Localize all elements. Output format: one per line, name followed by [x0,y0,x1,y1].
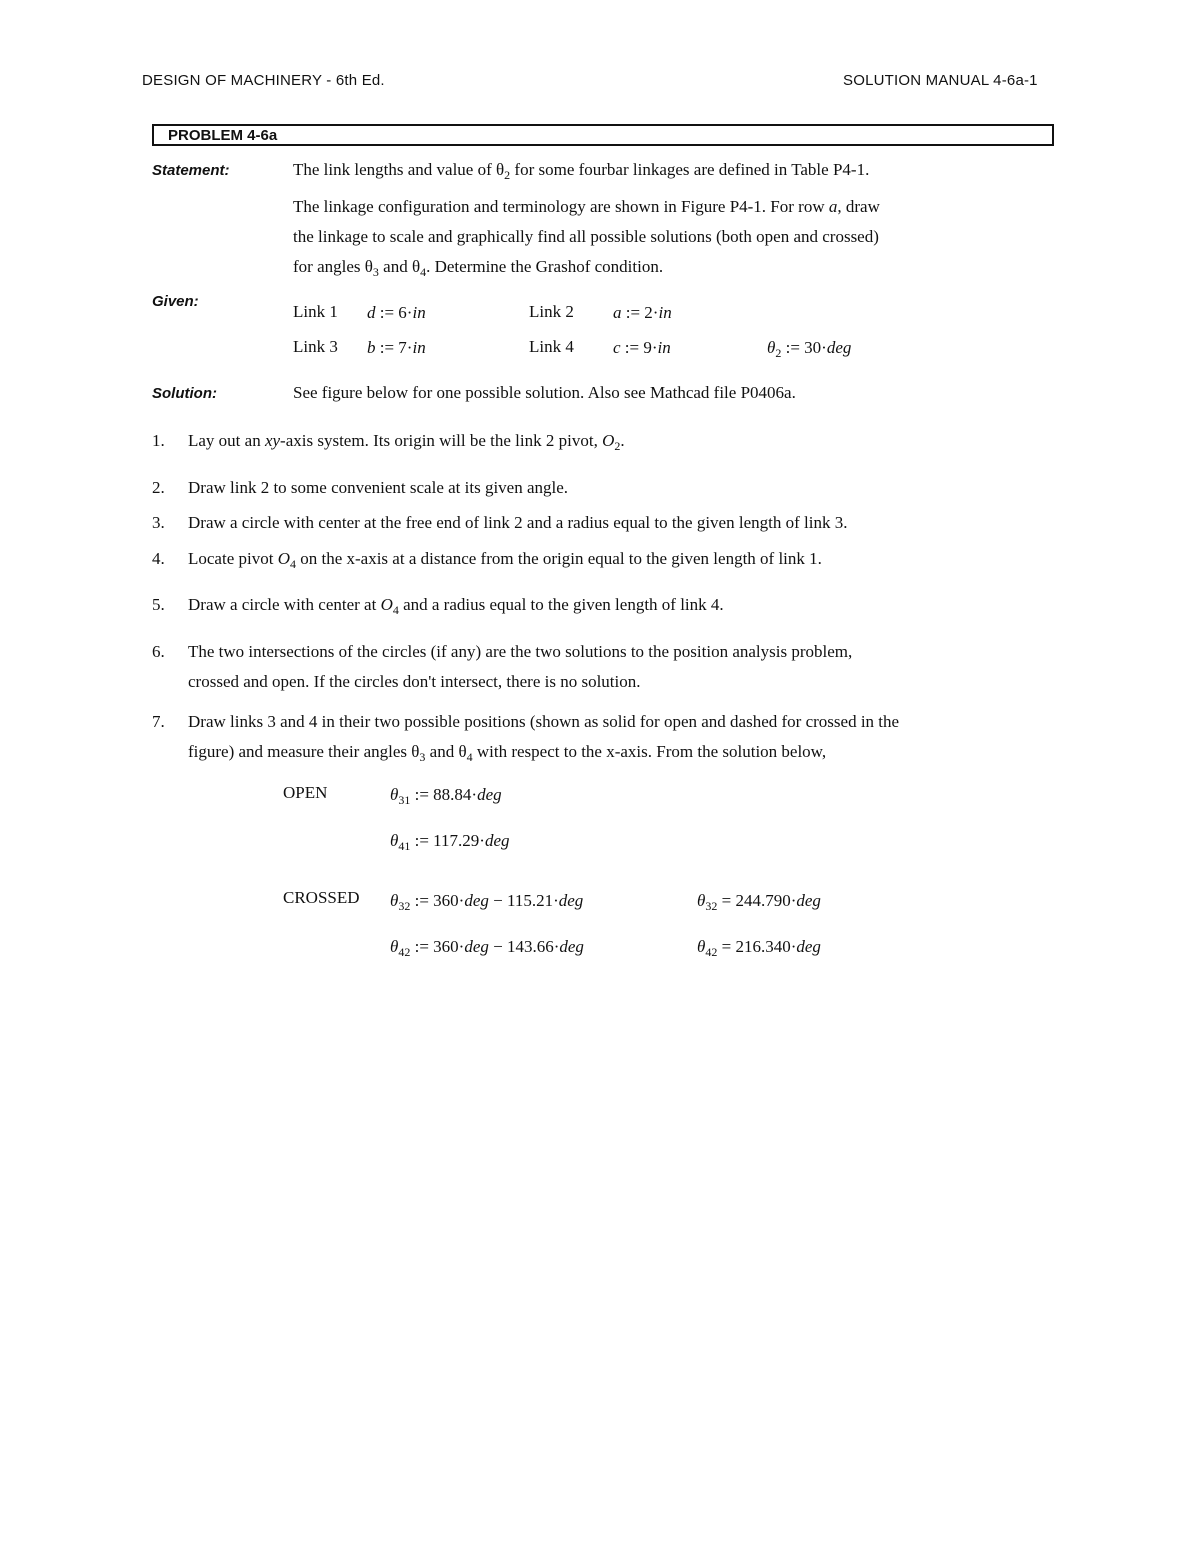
statement-label: Statement: [152,162,230,179]
header-page-id: SOLUTION MANUAL 4-6a-1 [843,72,1038,89]
problem-title: PROBLEM 4-6a [168,127,278,144]
statement-line-3: the linkage to scale and graphically find all possible solutions (both open and crossed) [293,227,879,246]
open-label: OPEN [283,783,328,802]
step-7-line-1: Draw links 3 and 4 in their two possible positions (shown as solid for open and dashed for crossed in the [188,712,900,731]
statement-line-2: The linkage configuration and terminology are shown in Figure P4-1. For row a, draw [293,197,880,216]
step-number: 1. [152,431,165,450]
step-6-line-2: crossed and open. If the circles don't intersect, there is no solution. [188,672,641,691]
link4-label: Link 4 [529,337,574,356]
problem-box [152,124,1054,146]
theta2-value: $\theta_2$ := 30·deg [767,338,852,360]
step-number: 4. [152,549,165,568]
solution-label: Solution: [152,385,217,402]
step-number: 3. [152,513,165,532]
step-7-line-2: figure) and measure their angles $\theta_3$ and $\theta_4$ with respect to the x-axis. From the solution below, [188,742,827,764]
solution-text: See figure below for one possible solution. Also see Mathcad file P0406a. [293,383,796,402]
theta31-expression: $\theta_{31}$ := 88.84·deg [390,785,502,807]
step-number: 6. [152,642,165,661]
given-label: Given: [152,293,199,310]
link4-value: c := 9·in [613,338,671,357]
statement-line-4: for angles $\theta_3$ and $\theta_4$. Determine the Grashof condition. [293,257,664,279]
theta32-result: $\theta_{32} = 244.790\cdot deg$ [697,891,821,913]
theta32-expression: $\theta_{32}$ := 360·deg − 115.21·deg [390,891,584,913]
step-4-text: Locate pivot $O_4$ on the x-axis at a distance from the origin equal to the given length of link 1. [188,549,822,571]
link3-value: b := 7·in [367,338,426,357]
step-number: 7. [152,712,165,731]
header-title: DESIGN OF MACHINERY - 6th Ed. [142,72,385,89]
link1-label: Link 1 [293,302,338,321]
step-5-text: Draw a circle with center at $O_4$ and a radius equal to the given length of link 4. [188,595,724,617]
statement-line-1: The link lengths and value of $\theta_2$ for some fourbar linkages are defined in Table P4-1. [293,160,870,182]
link2-value: a := 2·in [613,303,672,322]
step-number: 5. [152,595,165,614]
link1-value: d := 6·in [367,303,426,322]
step-2-text: Draw link 2 to some convenient scale at its given angle. [188,478,569,497]
crossed-label: CROSSED [283,888,360,907]
theta41-expression: $\theta_{41}$ := 117.29·deg [390,831,510,853]
step-6-line-1: The two intersections of the circles (if any) are the two solutions to the position analysis problem, [188,642,853,661]
theta42-result: $\theta_{42} = 216.340\cdot deg$ [697,937,821,959]
link2-label: Link 2 [529,302,574,321]
link3-label: Link 3 [293,337,338,356]
step-1-text: Lay out an xy-axis system. Its origin will be the link 2 pivot, $O_2$. [188,431,625,453]
step-3-text: Draw a circle with center at the free end of link 2 and a radius equal to the given length of link 3. [188,513,848,532]
theta42-expression: $\theta_{42}$ := 360·deg − 143.66·deg [390,937,584,959]
step-number: 2. [152,478,165,497]
